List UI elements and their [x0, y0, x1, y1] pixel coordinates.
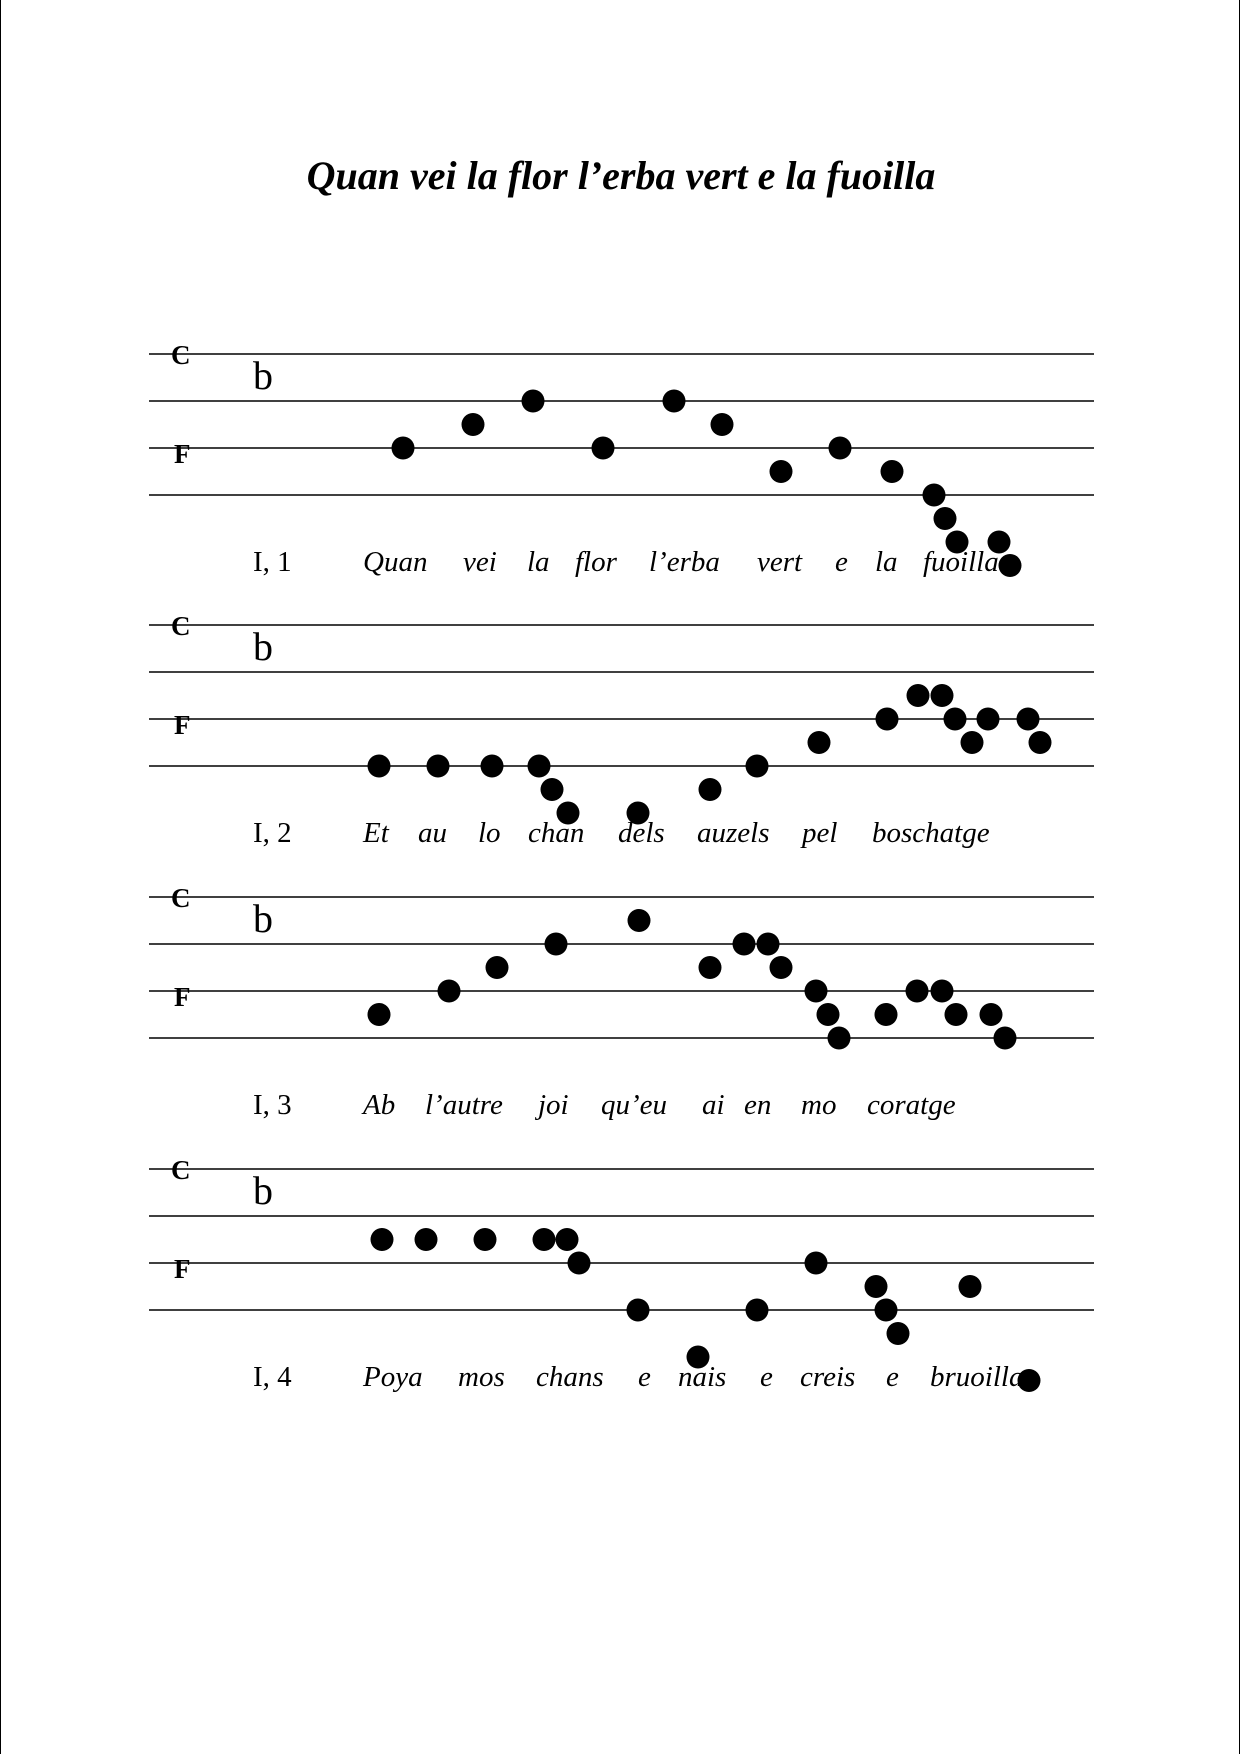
- note-head: [887, 1322, 910, 1345]
- note-head: [944, 708, 967, 731]
- lyric-word: e: [835, 546, 848, 578]
- note-head: [923, 484, 946, 507]
- staff-system: [149, 883, 1094, 1121]
- lyric-word: bruoilla: [930, 1361, 1024, 1393]
- note-head: [828, 1027, 851, 1050]
- note-head: [808, 731, 831, 754]
- note-head: [481, 755, 504, 778]
- note-head: [907, 684, 930, 707]
- note-head: [875, 1299, 898, 1322]
- note-head: [945, 1003, 968, 1026]
- note-head: [474, 1228, 497, 1251]
- note-head: [881, 460, 904, 483]
- lyric-word: e: [886, 1361, 899, 1393]
- note-head: [371, 1228, 394, 1251]
- page-title: Quan vei la flor l’erba vert e la fuoilla: [306, 153, 936, 198]
- lyric-word: pel: [802, 817, 838, 849]
- lyric-word: lo: [478, 817, 501, 849]
- note-head: [556, 1228, 579, 1251]
- lyric-word: chans: [536, 1361, 604, 1393]
- note-head: [805, 1252, 828, 1275]
- lyric-word: l’erba: [649, 546, 720, 578]
- note-head: [876, 708, 899, 731]
- note-head: [817, 1003, 840, 1026]
- note-head: [699, 778, 722, 801]
- note-head: [545, 933, 568, 956]
- lyric-word: Poya: [363, 1361, 423, 1393]
- note-head: [427, 755, 450, 778]
- f-clef: F: [174, 982, 191, 1012]
- note-head: [368, 755, 391, 778]
- staff-system: [149, 611, 1094, 849]
- lyric-word: creis: [800, 1361, 856, 1393]
- lyric-word: ai: [702, 1089, 725, 1121]
- f-clef: F: [174, 439, 191, 469]
- note-head: [627, 1299, 650, 1322]
- note-head: [875, 1003, 898, 1026]
- note-head: [528, 755, 551, 778]
- note-head: [568, 1252, 591, 1275]
- lyric-word: auzels: [697, 817, 770, 849]
- lyric-word: la: [875, 546, 898, 578]
- lyric-word: mo: [801, 1089, 837, 1121]
- c-clef: C: [171, 1155, 191, 1185]
- note-head: [805, 980, 828, 1003]
- note-head: [977, 708, 1000, 731]
- note-head: [541, 778, 564, 801]
- note-head: [959, 1275, 982, 1298]
- note-head: [415, 1228, 438, 1251]
- note-head: [592, 437, 615, 460]
- note-head: [438, 980, 461, 1003]
- note-head: [994, 1027, 1017, 1050]
- note-head: [462, 413, 485, 436]
- note-head: [829, 437, 852, 460]
- note-head: [746, 1299, 769, 1322]
- score-canvas: [1, 0, 1239, 1754]
- note-head: [865, 1275, 888, 1298]
- note-head: [711, 413, 734, 436]
- lyric-word: Ab: [363, 1089, 396, 1121]
- note-head: [392, 437, 415, 460]
- line-number: I, 4: [253, 1361, 292, 1393]
- lyric-word: au: [418, 817, 447, 849]
- flat-sign: b: [253, 624, 273, 669]
- note-head: [522, 390, 545, 413]
- line-number: I, 3: [253, 1089, 292, 1121]
- lyric-word: chan: [528, 817, 585, 849]
- note-head: [663, 390, 686, 413]
- note-head: [961, 731, 984, 754]
- lyric-word: dels: [618, 817, 665, 849]
- lyric-word: vert: [757, 546, 803, 578]
- lyric-word: nais: [678, 1361, 727, 1393]
- c-clef: C: [171, 883, 191, 913]
- lyric-word: l’autre: [425, 1089, 503, 1121]
- f-clef: F: [174, 1254, 191, 1284]
- lyric-word: flor: [575, 546, 617, 578]
- note-head: [733, 933, 756, 956]
- flat-sign: b: [253, 896, 273, 941]
- c-clef: C: [171, 611, 191, 641]
- note-head: [533, 1228, 556, 1251]
- note-head: [699, 956, 722, 979]
- lyric-word: Et: [363, 817, 389, 849]
- lyric-word: Quan: [363, 546, 428, 578]
- c-clef: C: [171, 340, 191, 370]
- note-head: [368, 1003, 391, 1026]
- note-head: [486, 956, 509, 979]
- note-head: [1017, 708, 1040, 731]
- lyric-word: vei: [463, 546, 497, 578]
- lyric-word: fuoilla: [923, 546, 999, 578]
- note-head: [757, 933, 780, 956]
- note-head: [931, 980, 954, 1003]
- lyric-word: qu’eu: [601, 1089, 668, 1121]
- line-number: I, 2: [253, 817, 292, 849]
- lyric-word: en: [744, 1089, 772, 1121]
- lyric-word: e: [638, 1361, 651, 1393]
- note-head: [746, 755, 769, 778]
- flat-sign: b: [253, 353, 273, 398]
- note-head: [931, 684, 954, 707]
- note-head: [980, 1003, 1003, 1026]
- staff-system: [149, 1155, 1094, 1393]
- f-clef: F: [174, 710, 191, 740]
- lyric-word: coratge: [867, 1089, 956, 1121]
- note-head: [770, 956, 793, 979]
- note-head: [770, 460, 793, 483]
- note-head: [1029, 731, 1052, 754]
- lyric-word: joi: [538, 1089, 569, 1121]
- lyric-word: la: [527, 546, 550, 578]
- note-head: [628, 909, 651, 932]
- lyric-word: e: [760, 1361, 773, 1393]
- staff-system: [149, 340, 1094, 578]
- note-head: [906, 980, 929, 1003]
- line-number: I, 1: [253, 546, 292, 578]
- note-head: [999, 554, 1022, 577]
- flat-sign: b: [253, 1168, 273, 1213]
- lyric-word: mos: [458, 1361, 505, 1393]
- lyric-word: boschatge: [872, 817, 990, 849]
- note-head: [934, 507, 957, 530]
